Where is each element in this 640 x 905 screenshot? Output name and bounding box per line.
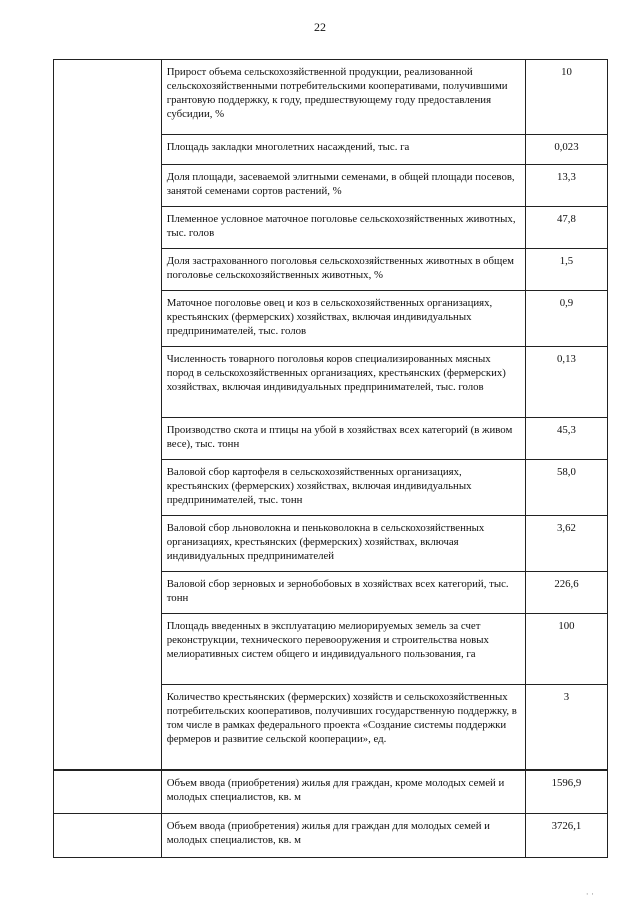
indicator-cell: Прирост объема сельскохозяйственной продукции, реализованной сельскохозяйственными потребительскими кооперативами, получившими грантовую поддержку, к году, предшествующему году предоставления субсидии, %: [161, 60, 525, 135]
value-cell: 3: [525, 685, 607, 770]
value-cell: 10: [525, 60, 607, 135]
value-cell: 45,3: [525, 418, 607, 460]
indicator-cell: Маточное поголовье овец и коз в сельскохозяйственных организациях, крестьянских (фермерских) хозяйствах, включая индивидуальных предпринимателей, тыс. голов: [161, 291, 525, 347]
value-cell: 13,3: [525, 165, 607, 207]
blank-cell: [54, 770, 162, 814]
indicator-cell: Валовой сбор картофеля в сельскохозяйственных организациях, крестьянских (фермерских) хозяйствах, включая индивидуальных предпринимателей, тыс. тонн: [161, 460, 525, 516]
page-number: 22: [314, 20, 326, 34]
indicator-cell: Объем ввода (приобретения) жилья для граждан для молодых семей и молодых специалистов, кв. м: [161, 814, 525, 858]
indicator-cell: Численность товарного поголовья коров специализированных мясных пород в сельскохозяйственных организациях, крестьянских (фермерских) хозяйствах, включая индивидуальных предпринимателей, тыс. голов: [161, 347, 525, 418]
indicators-table: [53, 59, 608, 858]
value-cell: 3,62: [525, 516, 607, 572]
value-cell: 0,9: [525, 291, 607, 347]
indicator-cell: Валовой сбор зерновых и зернобобовых в хозяйствах всех категорий, тыс. тонн: [161, 572, 525, 614]
table-row: [54, 814, 608, 858]
indicator-cell: Племенное условное маточное поголовье сельскохозяйственных животных, тыс. голов: [161, 207, 525, 249]
value-cell: 0,023: [525, 135, 607, 165]
indicator-cell: Количество крестьянских (фермерских) хозяйств и сельскохозяйственных потребительских кооперативов, получивших государственную поддержку, в том числе в рамках федерального проекта «Создание системы поддержки фермеров и развитие сельской кооперации», ед.: [161, 685, 525, 770]
value-cell: 0,13: [525, 347, 607, 418]
indicator-cell: Площадь введенных в эксплуатацию мелиорируемых земель за счет реконструкции, технического перевооружения и строительства новых мелиоративных систем общего и индивидуального пользования, га: [161, 614, 525, 685]
value-cell: 1596,9: [525, 770, 607, 814]
value-cell: 100: [525, 614, 607, 685]
indicator-cell: Площадь закладки многолетних насаждений, тыс. га: [161, 135, 525, 165]
value-cell: 226,6: [525, 572, 607, 614]
corner-mark: · ·: [585, 889, 594, 899]
value-cell: 1,5: [525, 249, 607, 291]
value-cell: 47,8: [525, 207, 607, 249]
value-cell: 58,0: [525, 460, 607, 516]
indicator-cell: Объем ввода (приобретения) жилья для граждан, кроме молодых семей и молодых специалистов, кв. м: [161, 770, 525, 814]
indicator-cell: Производство скота и птицы на убой в хозяйствах всех категорий (в живом весе), тыс. тонн: [161, 418, 525, 460]
indicator-cell: Валовой сбор льноволокна и пеньковолокна в сельскохозяйственных организациях, крестьянских (фермерских) хозяйствах, включая индивидуальных предпринимателей: [161, 516, 525, 572]
table-row: [54, 770, 608, 814]
indicator-cell: Доля застрахованного поголовья сельскохозяйственных животных в общем поголовье сельскохозяйственных животных, %: [161, 249, 525, 291]
blank-cell: [54, 814, 162, 858]
value-cell: 3726,1: [525, 814, 607, 858]
indicator-cell: Доля площади, засеваемой элитными семенами, в общей площади посевов, занятой семенами сортов растений, %: [161, 165, 525, 207]
blank-cell: [54, 60, 162, 770]
table-row: [54, 60, 608, 135]
